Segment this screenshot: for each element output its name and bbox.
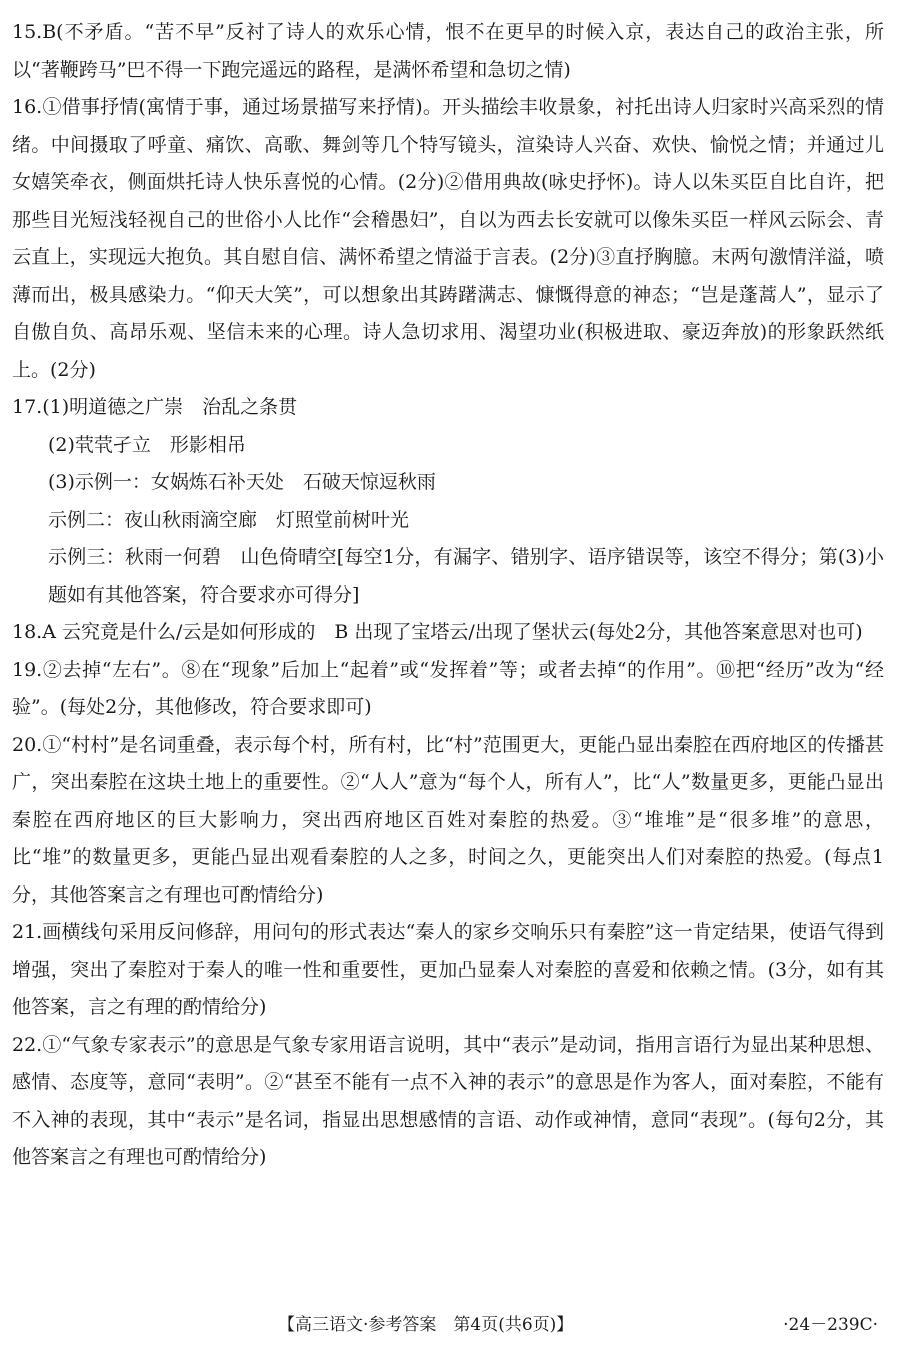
answer-18 xyxy=(12,614,884,652)
answer-number: 17. xyxy=(12,396,43,418)
answer-number: 16. xyxy=(12,96,43,118)
answer-16 xyxy=(12,89,884,389)
answer-text: ①“村村”是名词重叠，表示每个村，所有村，比“村”范围更大，更能凸显出秦腔在西府地区的传播甚广，突出秦腔在这块土地上的重要性。②“人人”意为“每个人，所有人”，比“人”数量更多，更能凸显出秦腔在西府地区的巨大影响力，突出西府地区百姓对秦腔的热爱。③“堆堆”是“很多堆”的意思，比“堆”的数量更多，更能凸显出观看秦腔的人之多，时间之久，更能突出人们对秦腔的热爱。(每点1分，其他答案言之有理也可酌情给分) xyxy=(12,733,884,906)
footer-exam-code: ·24－239C· xyxy=(783,1315,878,1335)
answer-text: ①“气象专家表示”的意思是气象专家用语言说明，其中“表示”是动词，指用言语行为显出某种思想、感情、态度等，意同“表明”。②“甚至不能有一点不入神的表示”的意思是作为客人，面对秦腔，不能有不入神的表现，其中“表示”是名词，指显出思想感情的言语、动作或神情，意同“表现”。(每句2分，其他答案言之有理也可酌情给分) xyxy=(12,1033,884,1168)
answer-text: A 云究竟是什么/云是如何形成的 B 出现了宝塔云/出现了堡状云(每处2分，其他答案意思对也可) xyxy=(42,621,863,643)
answer-20 xyxy=(12,727,884,915)
answer-text: 示例三：秋雨一何碧 山色倚晴空[每空1分，有漏字、错别字、语序错误等，该空不得分；第(3)小题如有其他答案，符合要求亦可得分] xyxy=(48,546,884,606)
answer-17-example-3 xyxy=(12,539,884,614)
footer-page-info: 【高三语文·参考答案 第4页(共6页)】 xyxy=(278,1315,574,1335)
answer-number: 19. xyxy=(12,658,43,681)
answer-17-part-2 xyxy=(12,427,884,465)
answer-17-example-2 xyxy=(12,502,884,540)
answer-22 xyxy=(12,1027,884,1177)
answer-21 xyxy=(12,914,884,1027)
answer-text: 画横线句采用反问修辞，用问句的形式表达“秦人的家乡交响乐只有秦腔”这一肯定结果，使语气得到增强，突出了秦腔对于秦人的唯一性和重要性，更加凸显秦人对秦腔的喜爱和依赖之情。(3分，如有其他答案，言之有理的酌情给分) xyxy=(12,921,884,1018)
answer-17 xyxy=(12,389,884,427)
answer-number: 15. xyxy=(12,21,43,43)
answer-list xyxy=(12,14,884,1177)
answer-text: 示例二：夜山秋雨滴空廊 灯照堂前树叶光 xyxy=(48,508,410,531)
answer-number: 22. xyxy=(12,1033,43,1056)
page-footer xyxy=(0,1306,900,1336)
answer-text: B(不矛盾。“苦不早”反衬了诗人的欢乐心情，恨不在更早的时候入京，表达自己的政治主张，所以“著鞭跨马”巴不得一下跑完遥远的路程，是满怀希望和急切之情) xyxy=(12,21,884,81)
answer-text: (3)示例一：女娲炼石补天处 石破天惊逗秋雨 xyxy=(48,471,436,493)
answer-number: 21. xyxy=(12,921,43,943)
answer-number: 20. xyxy=(12,733,43,756)
answer-text: ①借事抒情(寓情于事，通过场景描写来抒情)。开头描绘丰收景象，衬托出诗人归家时兴高采烈的情绪。中间摄取了呼童、痛饮、高歌、舞剑等几个特写镜头，渲染诗人兴奋、欢快、愉悦之情；并通过儿女嬉笑牵衣，侧面烘托诗人快乐喜悦的心情。(2分)②借用典故(咏史抒怀)。诗人以朱买臣自比自许，把那些目光短浅轻视自己的世俗小人比作“会稽愚妇”，自以为西去长安就可以像朱买臣一样风云际会、青云直上，实现远大抱负。其自慰自信、满怀希望之情溢于言表。(2分)③直抒胸臆。末两句激情洋溢，喷薄而出，极具感染力。“仰天大笑”，可以想象出其踌躇满志、慷慨得意的神态；“岂是蓬蒿人”，显示了自傲自负、高昂乐观、坚信未来的心理。诗人急切求用、渴望功业(积极进取、豪迈奔放)的形象跃然纸上。(2分) xyxy=(12,96,884,381)
answer-15 xyxy=(12,14,884,89)
answer-text: (2)茕茕孑立 形影相吊 xyxy=(48,433,246,456)
answer-text: ②去掉“左右”。⑧在“现象”后加上“起着”或“发挥着”等；或者去掉“的作用”。⑩把“经历”改为“经验”。(每处2分，其他修改，符合要求即可) xyxy=(12,658,884,718)
answer-19 xyxy=(12,652,884,727)
answer-number: 18. xyxy=(12,621,43,643)
answer-text: (1)明道德之广崇 治乱之条贯 xyxy=(42,396,298,418)
answer-17-part-3 xyxy=(12,464,884,502)
